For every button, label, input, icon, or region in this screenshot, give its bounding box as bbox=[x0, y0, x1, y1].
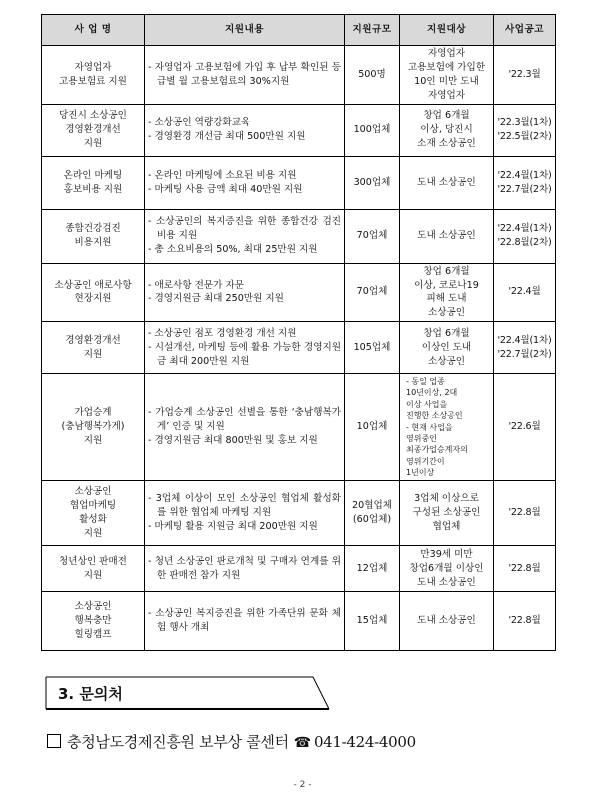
cell-line: 이상, 코로나19 bbox=[414, 279, 479, 291]
cell-line: 행복충만 bbox=[74, 615, 112, 627]
bullet-item: - 3업체 이상이 모인 소상공인 협업체 활성화를 위한 협업체 마케팅 지원 bbox=[148, 493, 341, 519]
bullet-item: - 자영업자 고용보험에 가입 후 납부 확인된 등급별 월 고용보험료의 30%지원 bbox=[148, 61, 341, 87]
header-support-scale: 지원규모 bbox=[345, 15, 400, 46]
table-row bbox=[42, 592, 556, 651]
support-content-cell bbox=[145, 546, 345, 592]
bullet-item: - 경영지원금 최대 250만원 지원 bbox=[148, 293, 284, 305]
table-row bbox=[42, 46, 556, 105]
cell-line: '22.7월(2차) bbox=[497, 348, 552, 360]
cell-line: 지원 bbox=[83, 528, 103, 540]
support-scale-cell bbox=[345, 263, 400, 322]
table-row bbox=[42, 322, 556, 374]
cell-line: 자영업자 bbox=[427, 48, 466, 59]
checkbox-square-icon bbox=[47, 734, 61, 748]
announcement-cell bbox=[494, 46, 556, 105]
cell-line: 힐링캠프 bbox=[74, 629, 112, 641]
contact-line bbox=[47, 731, 416, 752]
cell-line: 10업체 bbox=[356, 421, 388, 433]
bullet-item: - 온라인 마케팅에 소요된 비용 지원 bbox=[148, 169, 297, 181]
program-name-cell bbox=[42, 481, 145, 546]
program-name-cell bbox=[42, 46, 145, 105]
section-heading bbox=[45, 676, 330, 710]
cell-line: (충남행복가게) bbox=[61, 421, 125, 433]
cell-line: 15업체 bbox=[356, 615, 388, 627]
support-scale-cell bbox=[345, 322, 400, 374]
cell-line: 도내 소상공인 bbox=[417, 615, 476, 627]
program-name-cell bbox=[42, 209, 145, 263]
contact-phone: 041-424-4000 bbox=[313, 733, 416, 751]
cell-line: 가업승계 bbox=[74, 407, 112, 419]
cell-line: 소상공인 bbox=[74, 486, 112, 498]
cell-line: 자영업자 bbox=[427, 89, 466, 101]
support-target-cell bbox=[400, 209, 494, 263]
cell-line: 창업 6개월 bbox=[423, 265, 470, 277]
cell-line: 1년이상 bbox=[406, 468, 435, 477]
cell-line: '22.8월(2차) bbox=[497, 237, 552, 249]
support-target-cell bbox=[400, 322, 494, 374]
cell-line: 소상공인 bbox=[427, 307, 466, 319]
bullet-item: - 소상공인 역량강화교육 bbox=[148, 117, 251, 129]
contact-org: 충청남도경제진흥원 보부상 콜센터 bbox=[67, 733, 289, 751]
program-name-cell bbox=[42, 322, 145, 374]
support-content-cell bbox=[145, 104, 345, 156]
support-content-cell bbox=[145, 322, 345, 374]
cell-line: 활성화 bbox=[79, 514, 107, 526]
announcement-cell bbox=[494, 263, 556, 322]
cell-line: 창업6개월 이상인 bbox=[409, 562, 484, 574]
cell-line: 만39세 미만 bbox=[420, 548, 473, 560]
cell-line: - 현재 사업을 bbox=[406, 422, 453, 432]
table-row bbox=[42, 546, 556, 592]
bullet-item: - 경영지원금 최대 800만원 및 홍보 지원 bbox=[148, 435, 318, 447]
cell-line: 종합건강검진 bbox=[65, 223, 121, 235]
support-content-cell bbox=[145, 46, 345, 105]
section-title: 3. 문의처 bbox=[58, 685, 123, 703]
support-target-cell bbox=[400, 263, 494, 322]
bullet-item: - 총 소요비용의 50%, 최대 25만원 지원 bbox=[148, 244, 318, 256]
table-row bbox=[42, 104, 556, 156]
cell-line: 창업 6개월 bbox=[423, 327, 470, 339]
cell-line: 3업체 이상으로 bbox=[414, 493, 479, 505]
announcement-cell bbox=[494, 374, 556, 481]
cell-line: 자영업자 bbox=[74, 61, 112, 73]
bullet-item: - 청년 소상공인 판로개척 및 구매자 연계를 위한 판매전 참가 지원 bbox=[148, 555, 341, 581]
cell-line: '22.4월(1차) bbox=[497, 334, 552, 346]
cell-line: 고용보험료 지원 bbox=[59, 75, 127, 87]
cell-line: 비용지원 bbox=[74, 237, 112, 249]
cell-line: 지원 bbox=[83, 435, 103, 447]
support-scale-cell bbox=[345, 46, 400, 105]
cell-line: '22.8월 bbox=[508, 615, 541, 627]
cell-line: 소상공인 애로사항 bbox=[54, 279, 132, 291]
cell-line: 70업체 bbox=[356, 230, 388, 242]
bullet-item: - 가업승계 소상공인 선별을 통한 ‘충남행복가게’ 인증 및 지원 bbox=[148, 407, 341, 433]
support-content-cell bbox=[145, 481, 345, 546]
cell-line: '22.3월(1차) bbox=[497, 117, 552, 129]
bullet-item: - 소상공인 복지증진을 위한 가족단위 문화 체험 행사 개최 bbox=[148, 608, 341, 634]
cell-line: 홍보비용 지원 bbox=[63, 183, 123, 195]
page-number: - 2 - bbox=[293, 780, 312, 790]
cell-line: 이상, 당진시 bbox=[420, 124, 473, 136]
cell-line: 진행한 소상공인 bbox=[406, 411, 463, 421]
cell-line: 10년이상, 2대 bbox=[406, 388, 458, 398]
cell-line: 경영환경개선 bbox=[65, 334, 121, 346]
bullet-item: - 소상공인의 복지증진을 위한 종합건강 검진 비용 지원 bbox=[148, 216, 341, 242]
program-name-cell bbox=[42, 374, 145, 481]
bullet-item: - 소상공인 점포 경영환경 개선 지원 bbox=[148, 327, 297, 339]
table-row bbox=[42, 481, 556, 546]
support-target-cell bbox=[400, 374, 494, 481]
cell-line: '22.7월(2차) bbox=[497, 183, 552, 195]
announcement-cell bbox=[494, 322, 556, 374]
support-target-cell bbox=[400, 156, 494, 209]
cell-line: 도내 소상공인 bbox=[417, 176, 476, 188]
announcement-cell bbox=[494, 546, 556, 592]
program-name-cell bbox=[42, 592, 145, 651]
header-program-name: 사 업 명 bbox=[42, 15, 145, 46]
support-program-table bbox=[41, 14, 556, 651]
support-target-cell bbox=[400, 481, 494, 546]
cell-line: 105업체 bbox=[353, 341, 391, 353]
cell-line: 도내 소상공인 bbox=[417, 230, 476, 242]
cell-line: 온라인 마케팅 bbox=[63, 169, 123, 181]
announcement-cell bbox=[494, 592, 556, 651]
cell-line: 소재 소상공인 bbox=[417, 138, 476, 150]
cell-line: 12업체 bbox=[356, 562, 388, 574]
cell-line: 지원 bbox=[83, 348, 103, 360]
support-content-cell bbox=[145, 592, 345, 651]
cell-line: 당진시 소상공인 bbox=[59, 110, 127, 122]
cell-line: '22.5월(2차) bbox=[497, 131, 552, 143]
announcement-cell bbox=[494, 156, 556, 209]
support-content-cell bbox=[145, 263, 345, 322]
cell-line: 현장지원 bbox=[74, 293, 112, 305]
header-announcement: 사업공고 bbox=[494, 15, 556, 46]
cell-line: 20협업체 bbox=[351, 500, 392, 512]
cell-line: 청년상인 판매전 bbox=[59, 555, 127, 567]
support-target-cell bbox=[400, 592, 494, 651]
bullet-item: - 시설개선, 마케팅 등에 활용 가능한 경영지원금 최대 200만원 지원 bbox=[148, 341, 341, 367]
support-content-cell bbox=[145, 209, 345, 263]
program-name-cell bbox=[42, 263, 145, 322]
table-row bbox=[42, 374, 556, 481]
table-header-row bbox=[42, 15, 556, 46]
support-scale-cell bbox=[345, 209, 400, 263]
cell-line: 협업마케팅 bbox=[69, 500, 117, 512]
cell-line: 소상공인 bbox=[427, 355, 466, 367]
support-content-cell bbox=[145, 374, 345, 481]
cell-line: 창업 6개월 bbox=[423, 110, 470, 122]
announcement-cell bbox=[494, 209, 556, 263]
cell-line: 10인 미만 도내 bbox=[414, 75, 479, 87]
support-target-cell bbox=[400, 46, 494, 105]
table-row bbox=[42, 263, 556, 322]
cell-line: 300업체 bbox=[353, 176, 391, 188]
cell-line: 구성된 소상공인 bbox=[412, 507, 481, 519]
header-support-content: 지원내용 bbox=[145, 15, 345, 46]
cell-line: 이상 사업을 bbox=[406, 399, 448, 409]
program-name-cell bbox=[42, 156, 145, 209]
cell-line: 소상공인 bbox=[74, 601, 112, 613]
cell-line: '22.4월(1차) bbox=[497, 169, 552, 181]
support-scale-cell bbox=[345, 156, 400, 209]
bullet-item: - 애로사항 전문가 자문 bbox=[148, 279, 245, 291]
cell-line: 70업체 bbox=[356, 286, 388, 298]
announcement-cell bbox=[494, 104, 556, 156]
support-content-cell bbox=[145, 156, 345, 209]
support-target-cell bbox=[400, 104, 494, 156]
table-row bbox=[42, 156, 556, 209]
header-support-target: 지원대상 bbox=[400, 15, 494, 46]
cell-line: 협업체 bbox=[432, 521, 461, 533]
cell-line: 최종가업승계자의 bbox=[406, 445, 468, 455]
cell-line: '22.6월 bbox=[508, 421, 541, 433]
program-name-cell bbox=[42, 546, 145, 592]
cell-line: '22.8월 bbox=[508, 507, 541, 519]
cell-line: 도내 소상공인 bbox=[417, 576, 476, 588]
bullet-item: - 마케팅 활용 지원금 최대 200만원 지원 bbox=[148, 521, 318, 533]
program-name-cell bbox=[42, 104, 145, 156]
cell-line: '22.3월 bbox=[508, 68, 541, 80]
announcement-cell bbox=[494, 481, 556, 546]
support-scale-cell bbox=[345, 592, 400, 651]
bullet-item: - 마케팅 사용 금액 최대 40만원 지원 bbox=[148, 183, 303, 195]
support-scale-cell bbox=[345, 374, 400, 481]
cell-line: '22.8월 bbox=[508, 562, 541, 574]
cell-line: 영위기간이 bbox=[406, 456, 445, 466]
cell-line: 100업체 bbox=[353, 124, 391, 136]
support-scale-cell bbox=[345, 546, 400, 592]
cell-line: 피해 도내 bbox=[426, 293, 467, 305]
cell-line: '22.4월 bbox=[508, 286, 541, 298]
support-target-cell bbox=[400, 546, 494, 592]
cell-line: 고용보험에 가입한 bbox=[407, 61, 486, 73]
cell-line: 이상인 도내 bbox=[421, 341, 472, 353]
cell-line: 지원 bbox=[83, 569, 103, 581]
cell-line: 영위중인 bbox=[406, 433, 437, 443]
support-scale-cell bbox=[345, 104, 400, 156]
cell-line: 경영환경개선 bbox=[65, 124, 121, 136]
cell-line: 500명 bbox=[358, 68, 386, 80]
phone-icon: ☎ bbox=[293, 735, 311, 751]
support-scale-cell bbox=[345, 481, 400, 546]
cell-line: 지원 bbox=[83, 138, 103, 150]
cell-line: - 동일 업종 bbox=[406, 377, 445, 387]
table-row bbox=[42, 209, 556, 263]
bullet-item: - 경영환경 개선금 최대 500만원 지원 bbox=[148, 131, 306, 143]
cell-line: (60업체) bbox=[352, 514, 392, 526]
cell-line: '22.4월(1차) bbox=[497, 223, 552, 235]
